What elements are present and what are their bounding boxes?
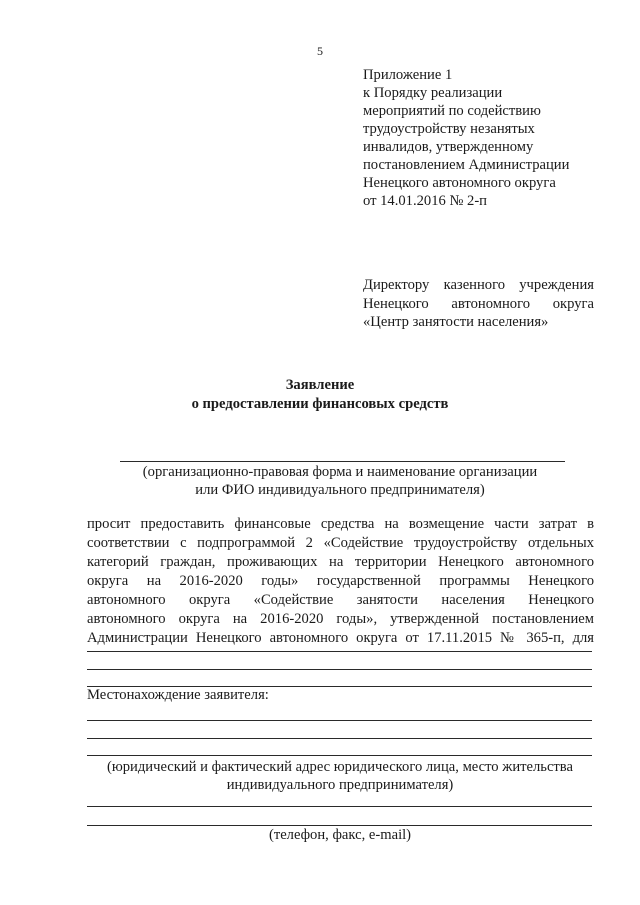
paragraph-line: автономного округа «Содействие занятости населения Ненецкого [87, 592, 594, 608]
document-title [0, 376, 640, 414]
page-number: 5 [317, 44, 323, 58]
paragraph-line: категорий граждан, проживающих на территории Ненецкого автономного [87, 554, 594, 570]
caption-line: индивидуального предпринимателя) [226, 777, 454, 793]
org-caption [80, 463, 600, 499]
contacts-line [87, 806, 592, 807]
addressee-line: «Центр занятости населения» [363, 314, 549, 330]
appendix-line: трудоустройству незанятых [363, 121, 535, 137]
title-subtitle: о предоставлении финансовых средств [191, 396, 449, 412]
purpose-line [87, 651, 592, 652]
appendix-line: мероприятий по содействию [363, 103, 541, 119]
paragraph-line: округа на 2016-2020 годы» государственной программы Ненецкого [87, 573, 594, 589]
appendix-line: от 14.01.2016 № 2-п [363, 193, 487, 209]
caption-line: (организационно-правовая форма и наименование организации [142, 464, 538, 480]
location-label: Местонахождение заявителя: [87, 687, 269, 703]
purpose-line [87, 669, 592, 670]
addressee-line: Ненецкого автономного округа [363, 295, 594, 312]
appendix-line: Приложение 1 [363, 67, 453, 83]
caption-line: (юридический и фактический адрес юридического лица, место жительства [107, 759, 573, 775]
addressee-line: Директору казенного учреждения [363, 277, 594, 293]
appendix-line: к Порядку реализации [363, 85, 503, 101]
org-name-line [120, 461, 565, 462]
appendix-line: постановлением Администрации [363, 157, 570, 173]
location-line [87, 720, 592, 721]
caption-line: или ФИО индивидуального предпринимателя) [195, 482, 485, 498]
request-paragraph [87, 515, 594, 648]
appendix-block [363, 66, 603, 210]
appendix-line: инвалидов, утвержденному [363, 139, 534, 155]
addressee-block [363, 276, 594, 332]
address-caption [80, 758, 600, 794]
paragraph-line: автономного округа на 2016-2020 годы», утвержденной постановлением [87, 611, 594, 627]
contacts-caption: (телефон, факс, e-mail) [268, 827, 412, 843]
title-line: Заявление [285, 377, 355, 393]
paragraph-line: просит предоставить финансовые средства на возмещение части затрат в [87, 516, 594, 532]
appendix-line: Ненецкого автономного округа [363, 175, 556, 191]
location-line [87, 738, 592, 739]
paragraph-line: соответствии с подпрограммой 2 «Содействие трудоустройству отдельных [87, 535, 594, 551]
location-line [87, 755, 592, 756]
paragraph-line: Администрации Ненецкого автономного округа от 17.11.2015 № 365-п, для [87, 630, 594, 646]
